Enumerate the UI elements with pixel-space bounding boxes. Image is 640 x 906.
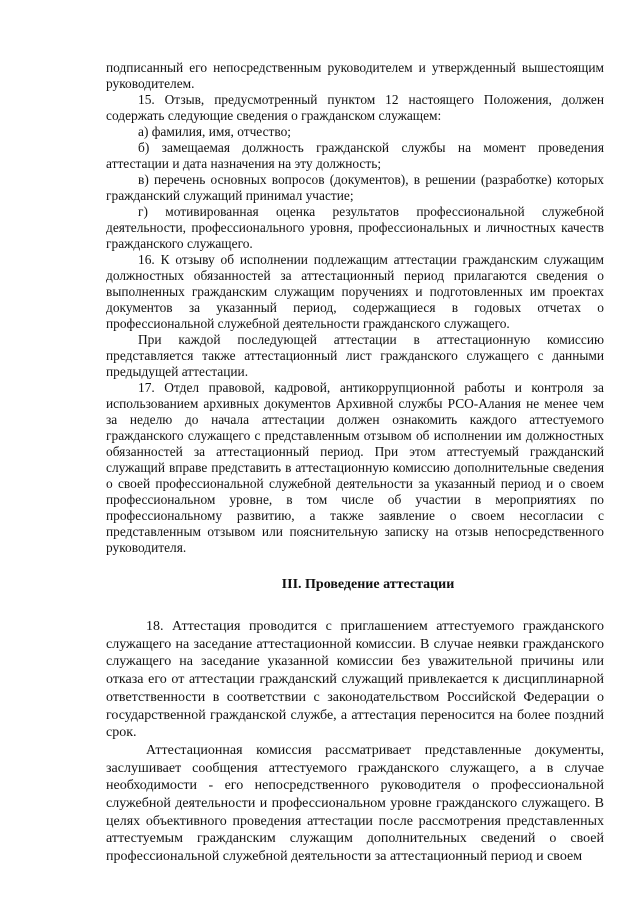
document-body <box>106 60 604 866</box>
paragraph-18: 18. Аттестация проводится с приглашением аттестуемого гражданского служащего на заседание аттестационной комиссии. В случае неявки гражданского служащего на заседание указанной комиссии без уважительной причины или отказа его от аттестации гражданский служащий привлекается к дисциплинарной ответственности в соответствии с законодательством Российской Федерации о государственной гражданской службе, а аттестация переносится на более поздний срок. <box>106 619 604 741</box>
paragraph-17: 17. Отдел правовой, кадровой, антикоррупционной работы и контроля за использованием архивных документов Архивной службы РСО-Алания не менее чем за неделю до начала аттестации должен ознакомить каждого аттестуемого гражданского служащего с представленным отзывом об исполнении им должностных обязанностей за аттестационный период. При этом аттестуемый гражданский служащий вправе представить в аттестационную комиссию дополнительные сведения о своей профессиональной служебной деятельности за указанный период и о своем профессиональном уровне, в том числе об участии в мероприятиях по профессиональному развитию, а также заявление о своем несогласии с представленным отзывом или пояснительную записку на отзыв непосредственного руководителя. <box>106 380 604 555</box>
paragraph-continuation: подписанный его непосредственным руководителем и утвержденный вышестоящим руководителем. <box>106 60 604 91</box>
paragraph-15-item-a: а) фамилия, имя, отчество; <box>138 124 292 139</box>
paragraph-16: 16. К отзыву об исполнении подлежащим аттестации гражданским служащим должностных обязанностей за аттестационный период прилагаются сведения о выполненных гражданским служащим поручениях и подготовленных им проектах документов за указанный период, содержащиеся в годовых отчетах о профессиональной служебной деятельности гражданского служащего. <box>106 252 604 331</box>
paragraph-18-continued: Аттестационная комиссия рассматривает представленные документы, заслушивает сообщения аттестуемого гражданского служащего, а в случае необходимости - его непосредственного руководителя о профессиональной служебной деятельности и профессиональном уровне гражданского служащего. В целях объективного проведения аттестации после рассмотрения представленных аттестуемым гражданским служащим дополнительных сведений о своей профессиональной служебной деятельности за аттестационный период и своем <box>106 742 604 865</box>
paragraph-15-item-b: б) замещаемая должность гражданской службы на момент проведения аттестации и дата назначения на эту должность; <box>106 140 604 171</box>
paragraph-16-continued: При каждой последующей аттестации в аттестационную комиссию представляется также аттестационный лист гражданского служащего с данными предыдущей аттестации. <box>106 332 604 379</box>
paragraph-15-item-d: г) мотивированная оценка результатов профессиональной служебной деятельности, профессионального уровня, профессиональных и личностных качеств гражданского служащего. <box>106 204 604 251</box>
paragraph-15-item-c: в) перечень основных вопросов (документов), в решении (разработке) которых гражданский служащий принимал участие; <box>106 172 604 203</box>
section-heading: III. Проведение аттестации <box>281 577 455 592</box>
paragraph-15: 15. Отзыв, предусмотренный пунктом 12 настоящего Положения, должен содержать следующие сведения о гражданском служащем: <box>106 92 604 123</box>
section-3-body <box>106 618 604 866</box>
